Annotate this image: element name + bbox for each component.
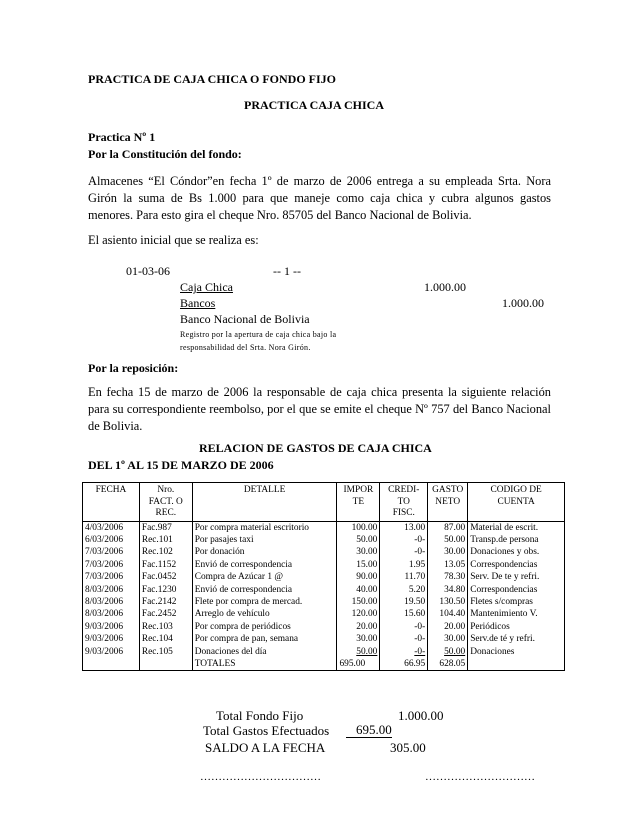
cell-detalle: Por compra de periódicos — [192, 621, 337, 633]
cell-neto: 13.05 — [428, 559, 468, 571]
cell-fecha: 6/03/2006 — [83, 534, 140, 546]
cell-neto: 30.00 — [428, 546, 468, 558]
credit-account: Bancos — [180, 296, 216, 310]
totals-credito: 66.95 — [380, 658, 428, 671]
cell-codigo: Serv.de té y refri. — [468, 633, 565, 645]
gastos-value: 695.00 — [346, 723, 392, 738]
cell-importe: 30.00 — [337, 633, 380, 645]
cell-neto: 34.80 — [428, 584, 468, 596]
cell-detalle: Envió de correspondencia — [192, 559, 337, 571]
credit-amount: 1.000.00 — [502, 296, 544, 310]
table-row — [83, 534, 565, 546]
entry-gloss-line2: responsabilidad del Srta. Nora Girón. — [180, 343, 311, 352]
cell-importe: 100.00 — [337, 521, 380, 534]
saldo-value: 305.00 — [390, 740, 426, 755]
header-gasto-neto: GASTO NETO — [428, 483, 468, 522]
document-title: PRACTICA DE CAJA CHICA O FONDO FIJO — [88, 72, 337, 86]
cell-detalle: Por donación — [192, 546, 337, 558]
cell-credito: -0- — [380, 646, 428, 658]
cell-codigo: Material de escrit. — [468, 521, 565, 534]
cell-fecha: 9/03/2006 — [83, 621, 140, 633]
table-row — [83, 596, 565, 608]
cell-credito: 15.60 — [380, 608, 428, 620]
table-row — [83, 571, 565, 583]
cell-fecha: 8/03/2006 — [83, 584, 140, 596]
cell-credito: 5.20 — [380, 584, 428, 596]
cell-codigo: Donaciones — [468, 646, 565, 658]
entry-date: 01-03-06 — [126, 264, 170, 278]
cell-fecha: 8/03/2006 — [83, 596, 140, 608]
cell-importe: 40.00 — [337, 584, 380, 596]
cell-detalle: Compra de Azúcar 1 @ — [192, 571, 337, 583]
cell-credito: -0- — [380, 621, 428, 633]
header-detalle: DETALLE — [192, 483, 337, 522]
cell-fecha: 7/03/2006 — [83, 559, 140, 571]
sub-account: Banco Nacional de Bolivia — [180, 312, 310, 326]
cell-nro: Rec.102 — [139, 546, 192, 558]
cell-neto: 20.00 — [428, 621, 468, 633]
cell-detalle: Por compra de pan, semana — [192, 633, 337, 645]
cell-neto: 50.00 — [428, 646, 468, 658]
cell-importe: 90.00 — [337, 571, 380, 583]
header-fecha: FECHA — [83, 483, 140, 522]
cell-neto: 104.40 — [428, 608, 468, 620]
cell-nro: Fac.987 — [139, 521, 192, 534]
asiento-intro: El asiento inicial que se realiza es: — [88, 233, 259, 247]
header-nro: Nro. FACT. O REC. — [139, 483, 192, 522]
cell-neto: 30.00 — [428, 633, 468, 645]
cell-importe: 120.00 — [337, 608, 380, 620]
signature-line-right: ………………………… — [425, 771, 535, 783]
cell-neto: 87.00 — [428, 521, 468, 534]
cell-fecha: 4/03/2006 — [83, 521, 140, 534]
cell-codigo: Correspondencias — [468, 559, 565, 571]
cell-fecha: 7/03/2006 — [83, 571, 140, 583]
cell-codigo: Fletes s/compras — [468, 596, 565, 608]
cell-codigo: Correspondencias — [468, 584, 565, 596]
table-row — [83, 621, 565, 633]
cell-neto: 50.00 — [428, 534, 468, 546]
constitution-heading: Por la Constitución del fondo: — [88, 147, 242, 161]
totals-label: TOTALES — [192, 658, 337, 671]
cell-nro: Rec.101 — [139, 534, 192, 546]
cell-credito: 13.00 — [380, 521, 428, 534]
header-codigo: CODIGO DE CUENTA — [468, 483, 565, 522]
cell-detalle: Arreglo de vehículo — [192, 608, 337, 620]
table-totals-row — [83, 658, 565, 671]
cell-nro: Rec.104 — [139, 633, 192, 645]
cell-nro: Fac.2452 — [139, 608, 192, 620]
cell-importe: 15.00 — [337, 559, 380, 571]
cell-importe: 50.00 — [337, 646, 380, 658]
cell-credito: 11.70 — [380, 571, 428, 583]
cell-neto: 78.30 — [428, 571, 468, 583]
cell-importe: 150.00 — [337, 596, 380, 608]
cell-nro: Fac.0452 — [139, 571, 192, 583]
table-row — [83, 584, 565, 596]
expense-table — [82, 482, 565, 671]
cell-nro: Fac.2142 — [139, 596, 192, 608]
cell-importe: 20.00 — [337, 621, 380, 633]
expense-report-period: DEL 1º AL 15 DE MARZO DE 2006 — [88, 458, 274, 472]
debit-account: Caja Chica — [180, 280, 233, 294]
cell-importe: 50.00 — [337, 534, 380, 546]
cell-credito: -0- — [380, 534, 428, 546]
replenishment-paragraph: En fecha 15 de marzo de 2006 la responsable de caja chica presenta la siguiente relación para su correspondiente reembolso, por el que se emite el cheque Nº 757 del Banco Nacional de Bolivia. — [88, 385, 551, 433]
totals-importe: 695.00 — [337, 658, 380, 671]
header-importe: IMPOR TE — [337, 483, 380, 522]
debit-amount: 1.000.00 — [424, 280, 466, 294]
cell-credito: 19.50 — [380, 596, 428, 608]
cell-nro: Rec.105 — [139, 646, 192, 658]
cell-importe: 30.00 — [337, 546, 380, 558]
cell-credito: -0- — [380, 633, 428, 645]
table-row — [83, 633, 565, 645]
cell-codigo: Serv. De te y refri. — [468, 571, 565, 583]
table-row — [83, 546, 565, 558]
cell-codigo: Donaciones y obs. — [468, 546, 565, 558]
fondo-label: Total Fondo Fijo — [216, 708, 304, 723]
totals-neto: 628.05 — [428, 658, 468, 671]
cell-detalle: Flete por compra de mercad. — [192, 596, 337, 608]
expense-report-title: RELACION DE GASTOS DE CAJA CHICA — [199, 441, 432, 455]
cell-detalle: Envió de correspondencia — [192, 584, 337, 596]
cell-neto: 130.50 — [428, 596, 468, 608]
table-row — [83, 559, 565, 571]
practice-number: Practica Nº 1 — [88, 130, 156, 144]
cell-nro: Fac.1230 — [139, 584, 192, 596]
gastos-label: Total Gastos Efectuados — [203, 723, 330, 738]
cell-credito: 1.95 — [380, 559, 428, 571]
replenishment-heading: Por la reposición: — [88, 361, 179, 375]
header-credito: CREDI- TO FISC. — [380, 483, 428, 522]
cell-nro: Fac.1152 — [139, 559, 192, 571]
cell-fecha: 9/03/2006 — [83, 646, 140, 658]
table-row — [83, 646, 565, 658]
cell-codigo: Mantenimiento V. — [468, 608, 565, 620]
constitution-paragraph: Almacenes “El Cóndor”en fecha 1º de marzo de 2006 entrega a su empleada Srta. Nora Girón la suma de Bs 1.000 para que maneje como caja chica y cubra algunos gastos menores. Para esto gira el cheque Nro. 85705 del Banco Nacional de Bolivia. — [88, 174, 551, 222]
entry-number: -- 1 -- — [273, 264, 301, 278]
cell-fecha: 9/03/2006 — [83, 633, 140, 645]
cell-nro: Rec.103 — [139, 621, 192, 633]
cell-credito: -0- — [380, 546, 428, 558]
table-row — [83, 521, 565, 534]
cell-codigo: Periódicos — [468, 621, 565, 633]
cell-codigo: Transp.de persona — [468, 534, 565, 546]
saldo-label: SALDO A LA FECHA — [205, 740, 326, 755]
practice-subtitle: PRACTICA CAJA CHICA — [244, 98, 385, 112]
cell-fecha: 8/03/2006 — [83, 608, 140, 620]
table-header-row — [83, 483, 565, 522]
cell-detalle: Donaciones del día — [192, 646, 337, 658]
entry-gloss-line1: Registro por la apertura de caja chica bajo la — [180, 330, 337, 339]
fondo-value: 1.000.00 — [398, 708, 444, 723]
signature-line-left: …………………………… — [200, 771, 321, 783]
cell-detalle: Por compra material escritorio — [192, 521, 337, 534]
cell-detalle: Por pasajes taxi — [192, 534, 337, 546]
table-row — [83, 608, 565, 620]
cell-fecha: 7/03/2006 — [83, 546, 140, 558]
